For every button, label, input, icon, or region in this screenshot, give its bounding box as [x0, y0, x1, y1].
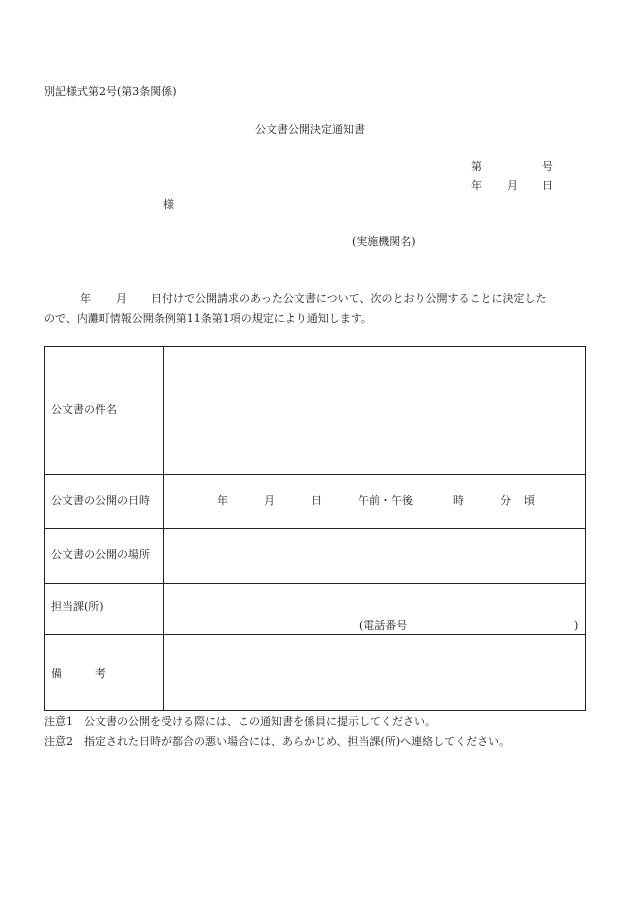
table-row-divider	[45, 528, 585, 529]
issue-day-label: 日	[542, 179, 553, 192]
label-disclosure-datetime: 公文書の公開の日時	[51, 494, 150, 507]
phone-number-close: )	[574, 619, 579, 632]
disclosure-table	[44, 346, 586, 711]
document-number-prefix: 第	[471, 160, 482, 173]
label-remarks: 備 考	[51, 667, 106, 680]
issue-month-label: 月	[507, 179, 518, 192]
note-2: 注意2 指定された日時が都合の悪い場合には、あらかじめ、担当課(所)へ連絡してください。	[44, 735, 511, 748]
label-document-subject: 公文書の件名	[51, 403, 117, 416]
table-row-divider	[45, 474, 585, 475]
datetime-approx: 頃	[524, 494, 535, 507]
datetime-am-pm: 午前・午後	[358, 494, 413, 507]
form-reference: 別記様式第2号(第3条関係)	[44, 85, 177, 98]
body-date-month: 月	[116, 292, 127, 305]
document-number-suffix: 号	[542, 160, 553, 173]
body-text-line2: ので、内灘町情報公開条例第11条第1項の規定により通知します。	[44, 312, 372, 325]
datetime-month: 月	[264, 494, 275, 507]
body-text-line1: 日付けで公開請求のあった公文書について、次のとおり公開することに決定した	[151, 292, 547, 305]
table-row-divider	[45, 634, 585, 635]
body-date-year: 年	[80, 292, 91, 305]
table-row-divider	[45, 583, 585, 584]
label-disclosure-place: 公文書の公開の場所	[51, 548, 150, 561]
label-department: 担当課(所)	[51, 600, 104, 613]
recipient-honorific: 様	[163, 198, 174, 211]
agency-name-placeholder: (実施機関名)	[352, 235, 416, 248]
datetime-minute: 分	[500, 494, 511, 507]
datetime-hour: 時	[453, 494, 464, 507]
phone-number-label: (電話番号	[359, 619, 408, 632]
issue-year-label: 年	[471, 179, 482, 192]
note-1: 注意1 公文書の公開を受ける際には、この通知書を係員に提示してください。	[44, 715, 436, 728]
datetime-day: 日	[311, 494, 322, 507]
datetime-year: 年	[217, 494, 228, 507]
document-title: 公文書公開決定通知書	[255, 123, 365, 136]
